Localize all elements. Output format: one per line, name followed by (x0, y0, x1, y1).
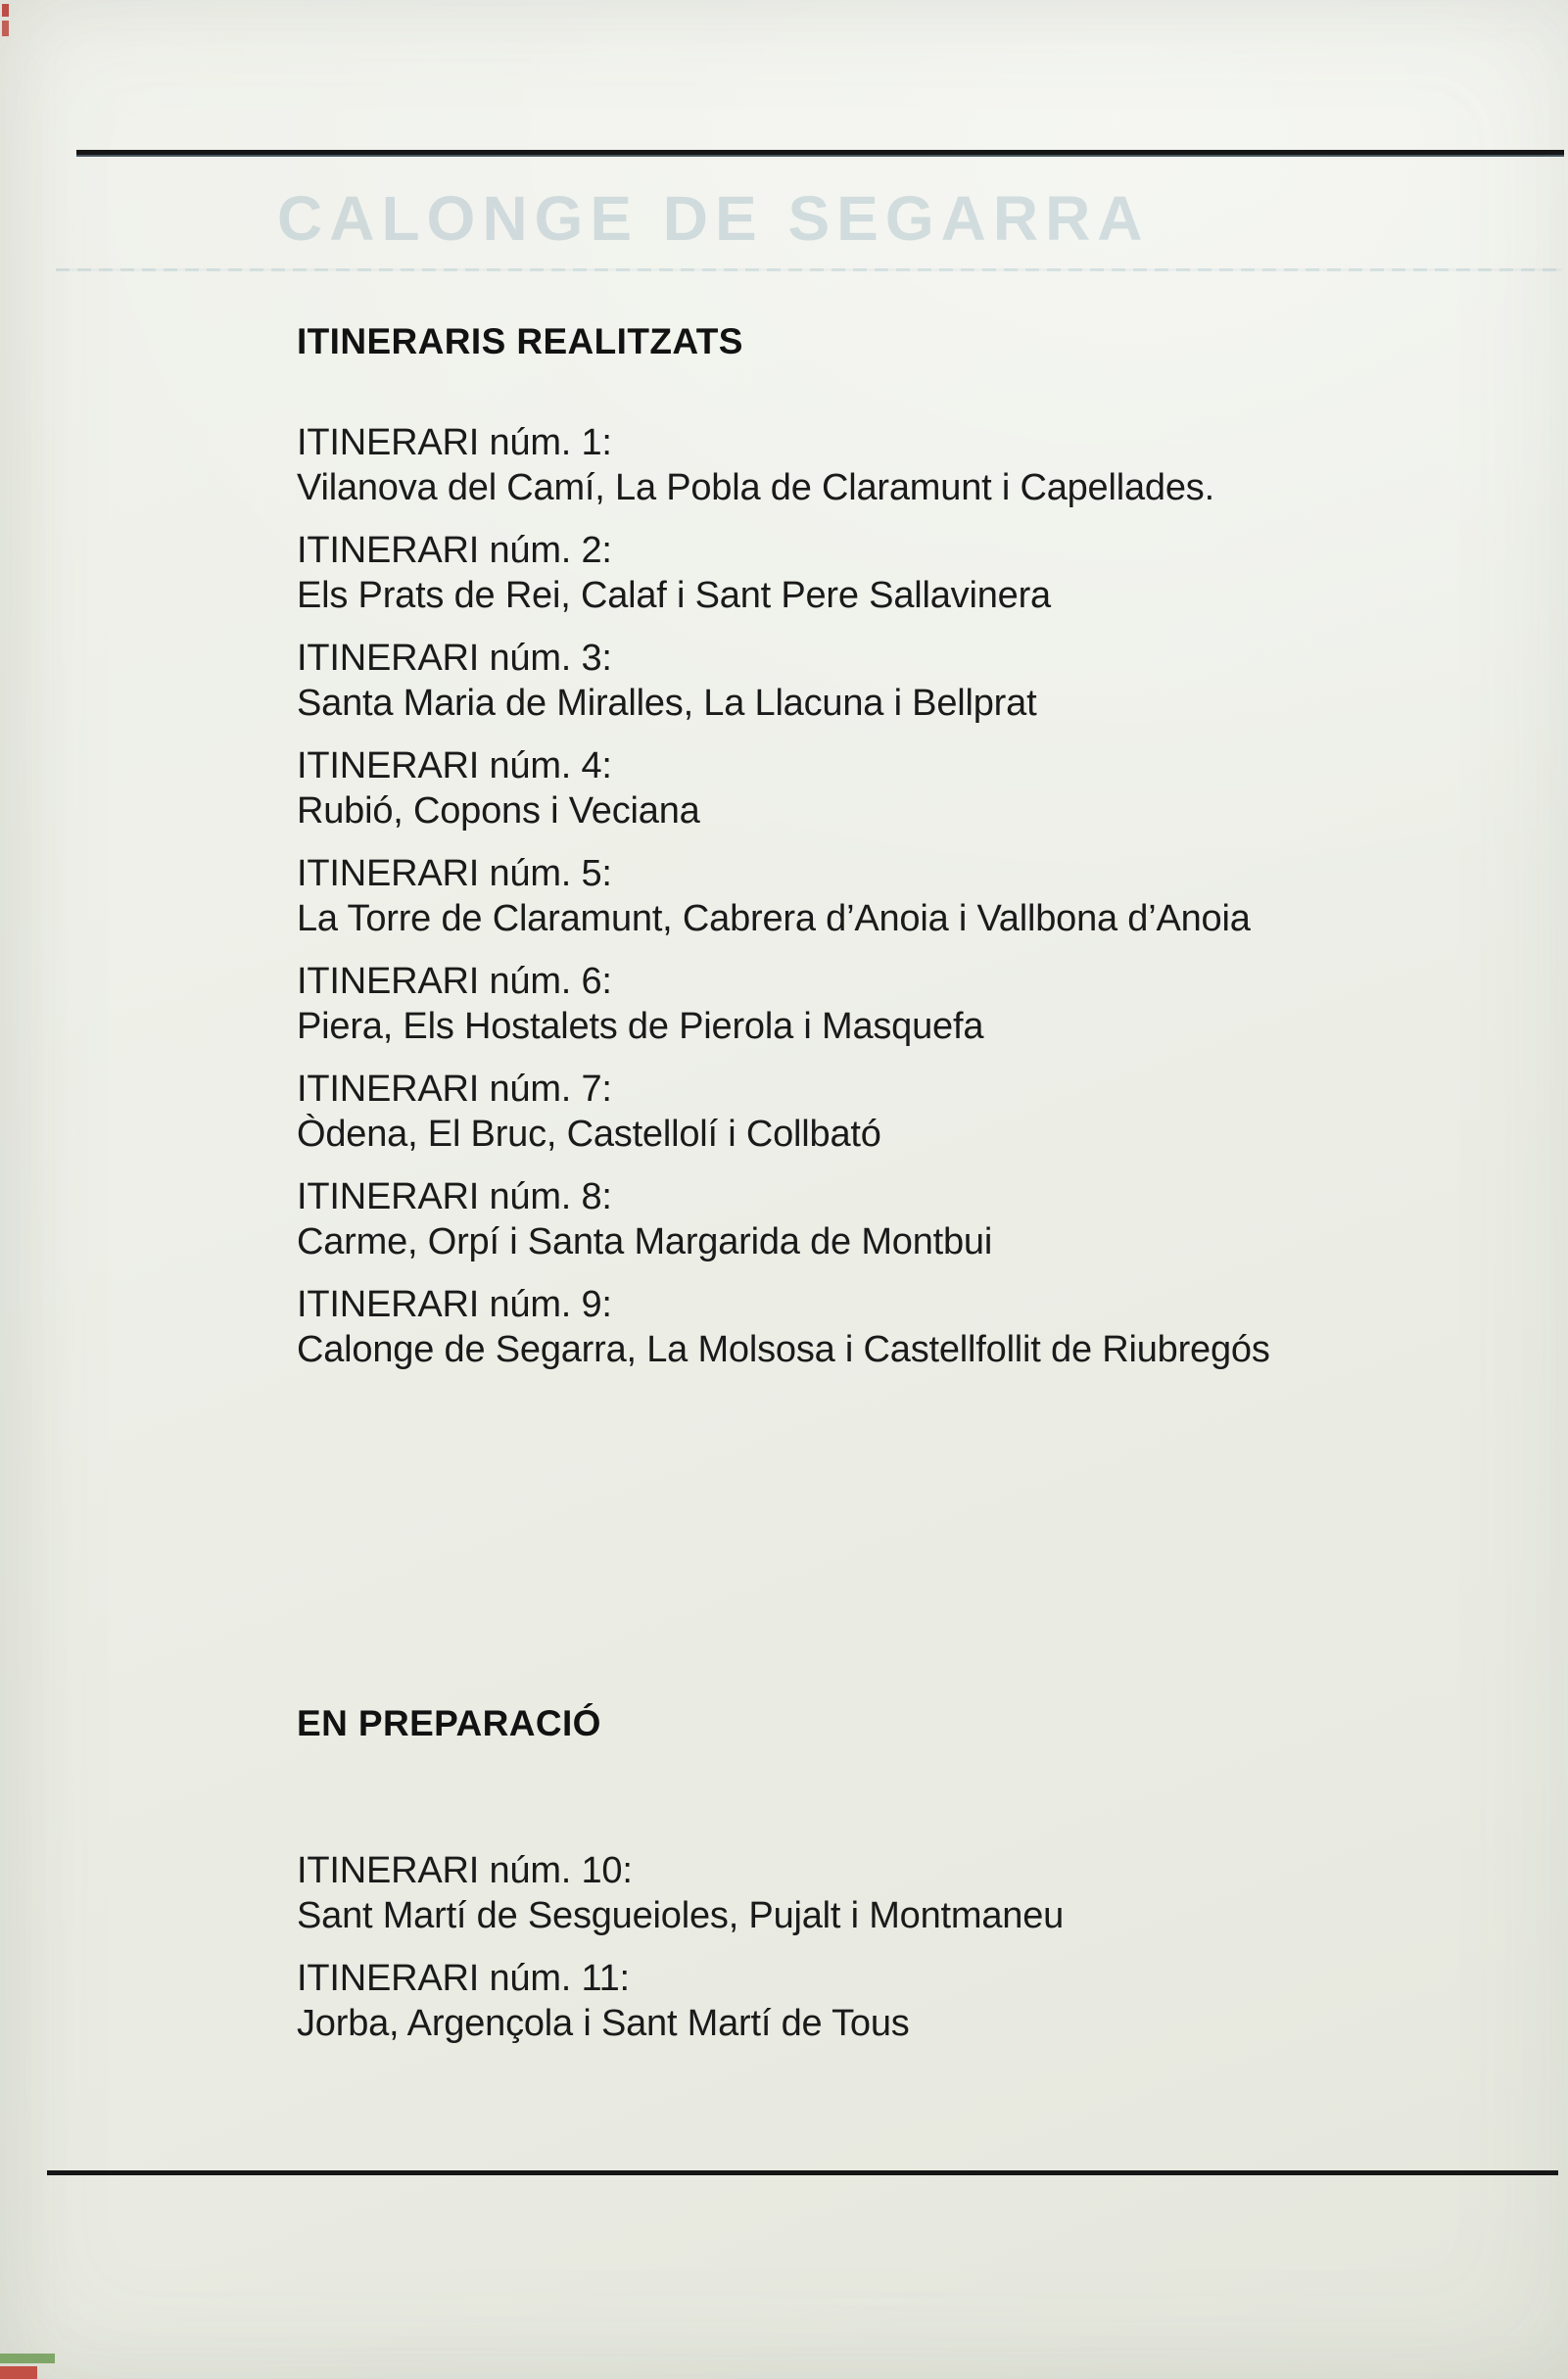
itinerary-item (297, 636, 1270, 726)
section-heading: EN PREPARACIÓ (297, 1703, 601, 1743)
section-en-preparacio (297, 1701, 1064, 2046)
itinerary-label: ITINERARI núm. 10: (297, 1850, 633, 1891)
itinerary-label: ITINERARI núm. 6: (297, 961, 612, 1002)
itinerary-item (297, 1848, 1064, 1938)
itinerary-label: ITINERARI núm. 7: (297, 1069, 612, 1110)
ghost-showthrough-rule (56, 268, 1562, 271)
itinerary-item (297, 1067, 1270, 1157)
itinerary-item (297, 959, 1270, 1049)
scan-edge-red-mark (0, 2366, 37, 2379)
scan-edge-green-mark (0, 2354, 55, 2363)
itinerary-places: Santa Maria de Miralles, La Llacuna i Bellprat (297, 683, 1037, 724)
itinerary-places: Piera, Els Hostalets de Pierola i Masquefa (297, 1006, 984, 1047)
itinerary-places: La Torre de Claramunt, Cabrera d’Anoia i Vallbona d’Anoia (297, 898, 1251, 939)
itinerary-item (297, 528, 1270, 618)
itinerary-places: Els Prats de Rei, Calaf i Sant Pere Sallavinera (297, 575, 1051, 616)
section-itineraris-realitzats (297, 319, 1270, 1372)
itinerary-places: Òdena, El Bruc, Castellolí i Collbató (297, 1114, 881, 1155)
itinerary-places: Jorba, Argençola i Sant Martí de Tous (297, 2003, 910, 2044)
itinerary-label: ITINERARI núm. 5: (297, 853, 612, 894)
itinerary-item (297, 1956, 1064, 2046)
section-heading: ITINERARIS REALITZATS (297, 321, 743, 361)
itinerary-label: ITINERARI núm. 2: (297, 530, 612, 571)
itinerary-places: Calonge de Segarra, La Molsosa i Castellfollit de Riubregós (297, 1329, 1270, 1370)
itinerary-places: Rubió, Copons i Veciana (297, 790, 700, 832)
itinerary-item (297, 1174, 1270, 1264)
scan-edge-red-mark (2, 4, 9, 17)
scan-edge-red-mark (2, 21, 9, 36)
itinerary-item (297, 743, 1270, 833)
itinerary-places: Sant Martí de Sesgueioles, Pujalt i Montmaneu (297, 1895, 1065, 1936)
itinerary-label: ITINERARI núm. 3: (297, 638, 612, 679)
itinerary-places: Carme, Orpí i Santa Margarida de Montbui (297, 1221, 993, 1262)
itinerary-label: ITINERARI núm. 4: (297, 745, 612, 786)
itinerary-item (297, 420, 1270, 510)
itinerary-label: ITINERARI núm. 11: (297, 1958, 630, 1999)
itinerary-label: ITINERARI núm. 1: (297, 422, 612, 463)
top-rule (76, 150, 1564, 157)
itinerary-list (297, 420, 1270, 1372)
itinerary-label: ITINERARI núm. 9: (297, 1284, 612, 1325)
ghost-showthrough-title: CALONGE DE SEGARRA (277, 183, 1150, 254)
itinerary-item (297, 1282, 1270, 1372)
itinerary-item (297, 851, 1270, 941)
itinerary-label: ITINERARI núm. 8: (297, 1176, 612, 1217)
itinerary-places: Vilanova del Camí, La Pobla de Claramunt i Capellades. (297, 467, 1214, 508)
bottom-rule (47, 2170, 1558, 2175)
itinerary-list (297, 1848, 1064, 2046)
